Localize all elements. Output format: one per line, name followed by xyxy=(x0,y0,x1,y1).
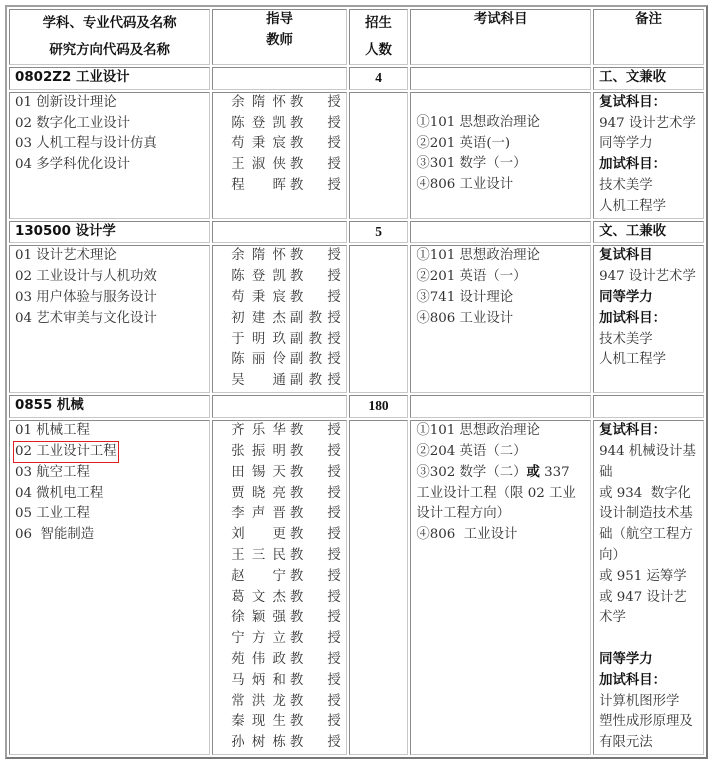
section-row xyxy=(9,221,704,244)
tutor-name: 苟秉宸 xyxy=(231,136,286,152)
note-item: 塑性成形原理及有限元法 xyxy=(599,714,693,751)
header-quota xyxy=(349,9,409,65)
tutor-title: 教 授 xyxy=(289,714,341,730)
tutor-item xyxy=(231,288,341,309)
tutor-title: 教 授 xyxy=(289,651,341,667)
tutor-title: 教 授 xyxy=(289,464,341,480)
direction-item: 02 工业设计与人机功效 xyxy=(15,269,157,285)
tutor-item xyxy=(231,155,341,176)
tutor-name: 葛文杰 xyxy=(231,589,286,605)
exam-list xyxy=(410,245,591,393)
note-equiv-label: 同等学力 xyxy=(599,289,653,305)
tutor-title: 教 授 xyxy=(289,289,341,305)
note-item: 同等学力 xyxy=(599,136,653,152)
tutor-name: 齐乐华 xyxy=(231,423,286,439)
section-detail-row xyxy=(9,92,704,219)
direction-item: 03 航空工程 xyxy=(15,464,90,480)
tutor-name: 马炳和 xyxy=(231,672,286,688)
tutor-item xyxy=(231,114,341,135)
section-row xyxy=(9,395,704,418)
direction-item: 04 多学科优化设计 xyxy=(15,157,131,173)
tutor-title: 教 授 xyxy=(289,589,341,605)
quota-empty xyxy=(349,92,409,219)
tutor-item xyxy=(231,525,341,546)
section-row xyxy=(9,67,704,90)
tutor-item xyxy=(231,588,341,609)
tutor-title: 教 授 xyxy=(289,485,341,501)
tutor-title: 教 授 xyxy=(289,527,341,543)
note-item: 或 934 数字化设计制造技术基础（航空工程方向） xyxy=(599,485,693,563)
tutor-title: 教 授 xyxy=(289,693,341,709)
tutor-item xyxy=(231,267,341,288)
direction-item: 05 工业工程 xyxy=(15,506,90,522)
tutor-item xyxy=(231,176,341,197)
note-item: 人机工程学 xyxy=(599,198,667,214)
tutor-name: 吴 通 xyxy=(231,373,286,389)
exam-design-engineering: 337 工业设计工程（限 02 工业设计工程方向） xyxy=(416,464,576,522)
tutor-title: 副教授 xyxy=(289,373,341,389)
note-extra-label: 加试科目： xyxy=(599,672,667,688)
header-major-line2: 研究方向代码及名称 xyxy=(49,43,170,58)
remark-notes xyxy=(593,420,704,755)
remark-notes xyxy=(593,245,704,393)
header-major xyxy=(9,9,210,65)
tutor-title: 教 授 xyxy=(289,610,341,626)
tutor-item xyxy=(231,567,341,588)
note-extra-label: 加试科目： xyxy=(599,157,667,173)
highlight-box: 02 工业设计工程 xyxy=(15,443,117,459)
note-item: 人机工程学 xyxy=(599,352,667,368)
note-item: 944 机械设计基础 xyxy=(599,443,696,480)
tutor-title: 教 授 xyxy=(289,157,341,173)
tutor-item xyxy=(231,350,341,371)
tutor-item xyxy=(231,442,341,463)
exam-item: ②201 英语（一） xyxy=(416,269,527,285)
tutor-item xyxy=(231,692,341,713)
header-quota-line2: 人数 xyxy=(365,43,392,58)
note-retest-label: 复试科目： xyxy=(599,94,667,110)
direction-item: 01 机械工程 xyxy=(15,423,90,439)
tutor-name: 王淑侠 xyxy=(231,157,286,173)
section-quota: 180 xyxy=(349,395,409,418)
tutor-name: 程 晖 xyxy=(231,177,286,193)
tutor-name: 贾晓亮 xyxy=(231,485,286,501)
note-equiv-label: 同等学力 xyxy=(599,651,653,667)
section-title: 130500 设计学 xyxy=(9,221,210,244)
tutor-item xyxy=(231,712,341,733)
tutor-title: 教 授 xyxy=(289,443,341,459)
tutor-name: 苟秉宸 xyxy=(231,289,286,305)
tutor-name: 陈丽伶 xyxy=(231,352,286,368)
section-tutor-empty xyxy=(212,67,347,90)
direction-item: 03 人机工程与设计仿真 xyxy=(15,136,157,152)
tutor-item xyxy=(231,504,341,525)
direction-item: 01 创新设计理论 xyxy=(15,94,117,110)
tutor-item xyxy=(231,93,341,114)
tutor-title: 教 授 xyxy=(289,177,341,193)
section-exam-empty xyxy=(410,221,591,244)
exam-or: 或 xyxy=(526,464,540,480)
tutor-title: 教 授 xyxy=(289,94,341,110)
note-spacer xyxy=(599,629,698,650)
section-tutor-empty xyxy=(212,221,347,244)
tutor-list xyxy=(212,92,347,219)
tutor-name: 陈登凯 xyxy=(231,115,286,131)
exam-item: ②201 英语(一) xyxy=(416,135,511,151)
section-exam-empty xyxy=(410,395,591,418)
exam-item: ③741 设计理论 xyxy=(416,289,514,305)
tutor-name: 秦现生 xyxy=(231,714,286,730)
quota-empty xyxy=(349,245,409,393)
header-remark: 备注 xyxy=(593,9,704,65)
tutor-name: 田锡天 xyxy=(231,464,286,480)
note-retest-label: 复试科目： xyxy=(599,423,667,439)
section-title: 0855 机械 xyxy=(9,395,210,418)
tutor-name: 常洪龙 xyxy=(231,693,286,709)
tutor-name: 于明玖 xyxy=(231,331,286,347)
tutor-list xyxy=(212,420,347,755)
tutor-title: 教 授 xyxy=(289,423,341,439)
direction-list xyxy=(9,420,210,755)
tutor-item xyxy=(231,671,341,692)
tutor-item xyxy=(231,650,341,671)
exam-list xyxy=(410,420,591,755)
exam-item: ②204 英语（二） xyxy=(416,443,527,459)
tutor-item xyxy=(231,463,341,484)
tutor-name: 余隋怀 xyxy=(231,248,286,264)
direction-list xyxy=(9,245,210,393)
note-item: 或 947 设计艺术学 xyxy=(599,589,687,626)
section-title: 0802Z2 工业设计 xyxy=(9,67,210,90)
note-item: 技术美学 xyxy=(599,331,653,347)
tutor-item xyxy=(231,246,341,267)
section-remark: 工、文兼收 xyxy=(593,67,704,90)
header-tutor xyxy=(212,9,347,65)
direction-item: 04 艺术审美与文化设计 xyxy=(15,310,157,326)
exam-list xyxy=(410,92,591,219)
header-row xyxy=(9,9,704,65)
tutor-name: 余隋怀 xyxy=(231,94,286,110)
header-tutor-line2: 教师 xyxy=(266,32,293,48)
exam-math: ③302 数学（二） xyxy=(416,464,527,480)
note-item: 或 951 运筹学 xyxy=(599,568,687,584)
tutor-item xyxy=(231,546,341,567)
admissions-table xyxy=(5,5,708,759)
header-exam: 考试科目 xyxy=(410,9,591,65)
tutor-name: 张振明 xyxy=(231,443,286,459)
tutor-item xyxy=(231,629,341,650)
tutor-title: 副教授 xyxy=(289,331,341,347)
section-quota: 4 xyxy=(349,67,409,90)
exam-item-math-or-design xyxy=(416,463,585,525)
tutor-title: 教 授 xyxy=(289,136,341,152)
header-major-line1: 学科、专业代码及名称 xyxy=(42,16,177,31)
tutor-item xyxy=(231,608,341,629)
tutor-item xyxy=(231,484,341,505)
tutor-title: 教 授 xyxy=(289,631,341,647)
tutor-item xyxy=(231,309,341,330)
tutor-item xyxy=(231,371,341,392)
direction-item: 03 用户体验与服务设计 xyxy=(15,289,157,305)
note-item: 947 设计艺术学 xyxy=(599,269,696,285)
tutor-title: 教 授 xyxy=(289,115,341,131)
direction-item: 02 数字化工业设计 xyxy=(15,115,131,131)
tutor-name: 徐颖强 xyxy=(231,610,286,626)
tutor-title: 教 授 xyxy=(289,672,341,688)
exam-item: ①101 思想政治理论 xyxy=(416,114,540,130)
tutor-item xyxy=(231,134,341,155)
direction-item: 06 智能制造 xyxy=(15,527,95,543)
exam-item: ④806 工业设计 xyxy=(416,177,514,193)
tutor-name: 陈登凯 xyxy=(231,269,286,285)
direction-item: 04 微机电工程 xyxy=(15,485,104,501)
quota-empty xyxy=(349,420,409,755)
tutor-list xyxy=(212,245,347,393)
section-exam-empty xyxy=(410,67,591,90)
exam-item: ①101 思想政治理论 xyxy=(416,248,540,264)
tutor-name: 李声晋 xyxy=(231,506,286,522)
tutor-name: 赵 宁 xyxy=(231,568,286,584)
section-detail-row xyxy=(9,245,704,393)
tutor-title: 教 授 xyxy=(289,269,341,285)
header-quota-line1: 招生 xyxy=(365,16,392,31)
remark-notes xyxy=(593,92,704,219)
note-extra-label: 加试科目： xyxy=(599,310,667,326)
tutor-name: 刘 更 xyxy=(231,527,286,543)
section-remark xyxy=(593,395,704,418)
note-item: 947 设计艺术学 xyxy=(599,115,696,131)
section-detail-row xyxy=(9,420,704,755)
tutor-title: 教 授 xyxy=(289,248,341,264)
note-item: 技术美学 xyxy=(599,177,653,193)
tutor-name: 王三民 xyxy=(231,547,286,563)
section-tutor-empty xyxy=(212,395,347,418)
direction-item-highlighted[interactable] xyxy=(15,442,204,463)
note-retest-label: 复试科目 xyxy=(599,248,653,264)
tutor-item xyxy=(231,733,341,754)
exam-item: ③301 数学（一） xyxy=(416,156,527,172)
tutor-title: 教 授 xyxy=(289,735,341,751)
tutor-title: 教 授 xyxy=(289,568,341,584)
direction-item: 01 设计艺术理论 xyxy=(15,248,117,264)
exam-item: ④806 工业设计 xyxy=(416,527,518,543)
note-item: 计算机图形学 xyxy=(599,693,680,709)
tutor-title: 教 授 xyxy=(289,506,341,522)
tutor-item xyxy=(231,330,341,351)
section-quota: 5 xyxy=(349,221,409,244)
header-tutor-line1: 指导 xyxy=(266,12,293,27)
exam-item: ④806 工业设计 xyxy=(416,310,514,326)
tutor-name: 苑伟政 xyxy=(231,651,286,667)
tutor-title: 副教授 xyxy=(289,310,341,326)
tutor-title: 教 授 xyxy=(289,547,341,563)
tutor-name: 孙树栋 xyxy=(231,735,286,751)
direction-list xyxy=(9,92,210,219)
exam-item: ①101 思想政治理论 xyxy=(416,423,540,439)
tutor-title: 副教授 xyxy=(289,352,341,368)
tutor-item xyxy=(231,421,341,442)
tutor-name: 初建杰 xyxy=(231,310,286,326)
section-remark: 文、工兼收 xyxy=(593,221,704,244)
tutor-name: 宁方立 xyxy=(231,631,286,647)
